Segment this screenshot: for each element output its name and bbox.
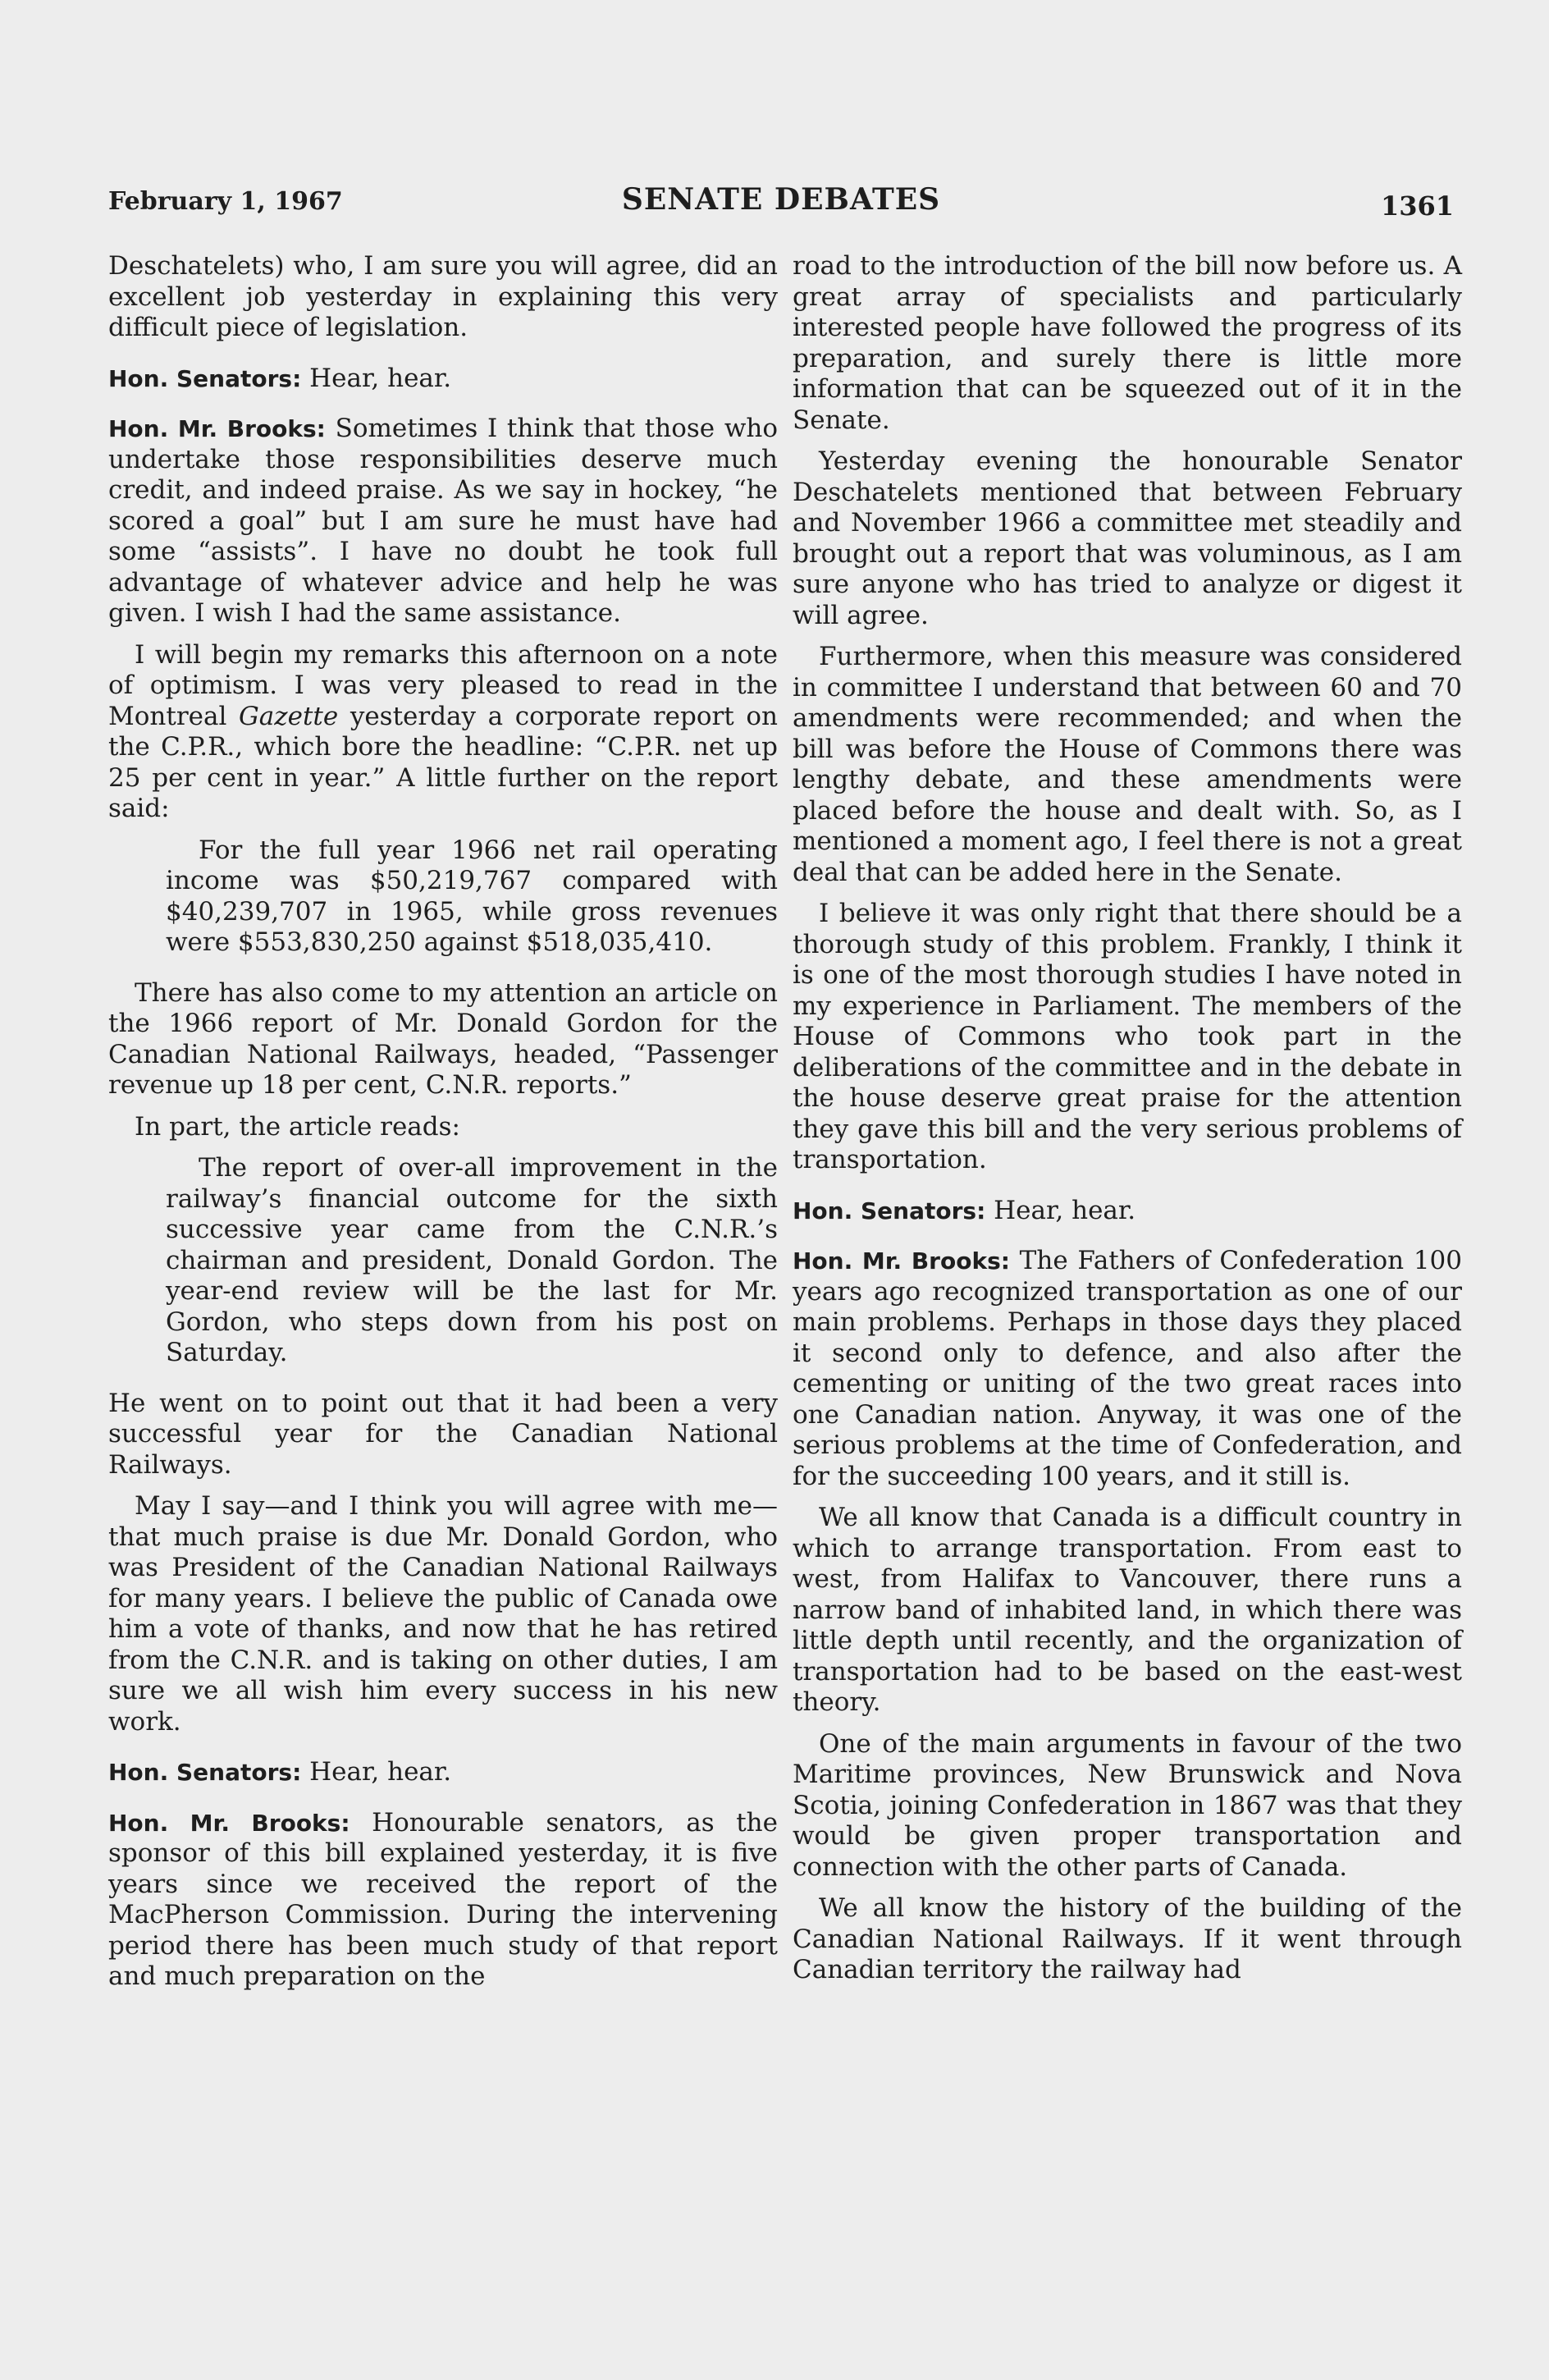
paragraph: Deschatelets) who, I am sure you will agree, did an excellent job yesterday in explaining this very difficult piece of legislation. — [108, 251, 778, 342]
header-journal-title: SENATE DEBATES — [621, 182, 941, 217]
speaker-name: Hon. Mr. Brooks: — [108, 415, 326, 442]
paragraph: We all know that Canada is a difficult country in which to arrange transportation. From east to west, from Halifax to Vancouver, there runs a narrow band of inhabited land, in which there was little depth until recently, and the organization of transportation had to be based on the east-west theory. — [793, 1503, 1462, 1717]
paragraph — [108, 640, 778, 825]
paragraph: One of the main arguments in favour of the two Maritime provinces, New Brunswick and Nova Scotia, joining Confederation in 1867 was that they would be given proper transportation and connection with the other parts of Canada. — [793, 1728, 1462, 1882]
speech-text: Hear, hear. — [985, 1195, 1136, 1225]
speaker-name: Hon. Mr. Brooks: — [108, 1809, 350, 1837]
paragraph: I believe it was only right that there should be a thorough study of this problem. Frankly, I think it is one of the most thorough studies I have noted in my experience in Parliament. The members of the House of Commons who took part in the deliberations of the committee and in the debate in the house deserve great praise for the attention they gave this bill and the very serious problems of transportation. — [793, 899, 1462, 1174]
right-column — [793, 251, 1462, 1997]
left-column — [108, 251, 778, 2003]
speaker-paragraph — [108, 414, 778, 629]
speech-text: Hear, hear. — [301, 1757, 452, 1787]
header-page-number: 1361 — [1380, 190, 1454, 222]
speaker-name: Hon. Senators: — [108, 1759, 302, 1786]
paragraph: He went on to point out that it had been a very successful year for the Canadian National Railways. — [108, 1388, 778, 1480]
speaker-paragraph — [793, 1246, 1462, 1492]
paragraph: We all know the history of the building of the Canadian National Railways. If it went through Canadian territory the railway had — [793, 1893, 1462, 1984]
speaker-name: Hon. Mr. Brooks: — [793, 1247, 1010, 1275]
speaker-paragraph — [108, 1757, 778, 1788]
paragraph: May I say—and I think you will agree with me—that much praise is due Mr. Donald Gordon, who was President of the Canadian National Railways for many years. I believe the public of Canada owe him a vote of thanks, and now that he has retired from the C.N.R. and is taking on other duties, I am sure we all wish him every success in his new work. — [108, 1491, 778, 1737]
paragraph: In part, the article reads: — [135, 1111, 460, 1142]
speech-text: Hear, hear. — [301, 363, 452, 393]
speech-text: Sometimes I think that those who undertake those responsibilities deserve much credit, and indeed praise. As we say in hockey, “he scored a goal” but I am sure he must have had some “assists”. I have no doubt he took full advantage of whatever advice and help he was given. I wish I had the same assistance. — [108, 414, 778, 628]
speaker-name: Hon. Senators: — [793, 1197, 986, 1224]
speaker-paragraph — [108, 364, 778, 395]
text-run: I will begin my remarks this afternoon on a note of optimism. I was very pleased to read in the Montreal — [108, 639, 778, 731]
paragraph: road to the introduction of the bill now before us. A great array of specialists and particularly interested people have followed the progress of its preparation, and surely there is little more information that can be squeezed out of it in the Senate. — [793, 251, 1462, 435]
paragraph: Furthermore, when this measure was considered in committee I understand that between 60 and 70 amendments were recommended; and when the bill was before the House of Commons there was lengthy debate, and these amendments were placed before the house and dealt with. So, as I mentioned a moment ago, I feel there is not a great deal that can be added here in the Senate. — [793, 642, 1462, 887]
newspaper-title: Gazette — [239, 701, 339, 731]
block-quote: The report of over-all improvement in the railway’s financial outcome for the sixth successive year came from the C.N.R.’s chairman and president, Donald Gordon. The year-end review will be the last for Mr. Gordon, who steps down from his post on Saturday. — [166, 1153, 778, 1367]
speech-text: Honourable senators, as the sponsor of this bill explained yesterday, it is five years since we received the report of the MacPherson Commission. During the intervening period there has been much study of that report and much preparation on the — [108, 1807, 778, 1991]
speaker-paragraph — [108, 1808, 778, 1993]
speaker-name: Hon. Senators: — [108, 364, 302, 392]
text-run: yesterday a corporate report on the C.P.R., which bore the headline: “C.P.R. net up 25 per cent in year.” A little further on the report said: — [108, 701, 779, 823]
speaker-paragraph — [793, 1196, 1462, 1227]
speech-text: The Fathers of Confederation 100 years ago recognized transportation as one of our main problems. Perhaps in those days they placed it second only to defence, and also after the cementing or uniting of the two great races into one Canadian nation. Anyway, it was one of the serious problems at the time of Confederation, and for the succeeding 100 years, and it still is. — [793, 1246, 1462, 1491]
paragraph: There has also come to my attention an article on the 1966 report of Mr. Donald Gordon for the Canadian National Railways, headed, “Passenger revenue up 18 per cent, C.N.R. reports.” — [108, 977, 778, 1100]
page-header — [108, 179, 1454, 225]
header-date: February 1, 1967 — [108, 187, 343, 216]
block-quote: For the full year 1966 net rail operating income was $50,219,767 compared with $40,239,707 in 1965, while gross revenues were $553,830,250 against $518,035,410. — [166, 835, 778, 957]
paragraph: Yesterday evening the honourable Senator Deschatelets mentioned that between February and November 1966 a committee met steadily and brought out a report that was voluminous, as I am sure anyone who has tried to analyze or digest it will agree. — [793, 446, 1462, 630]
